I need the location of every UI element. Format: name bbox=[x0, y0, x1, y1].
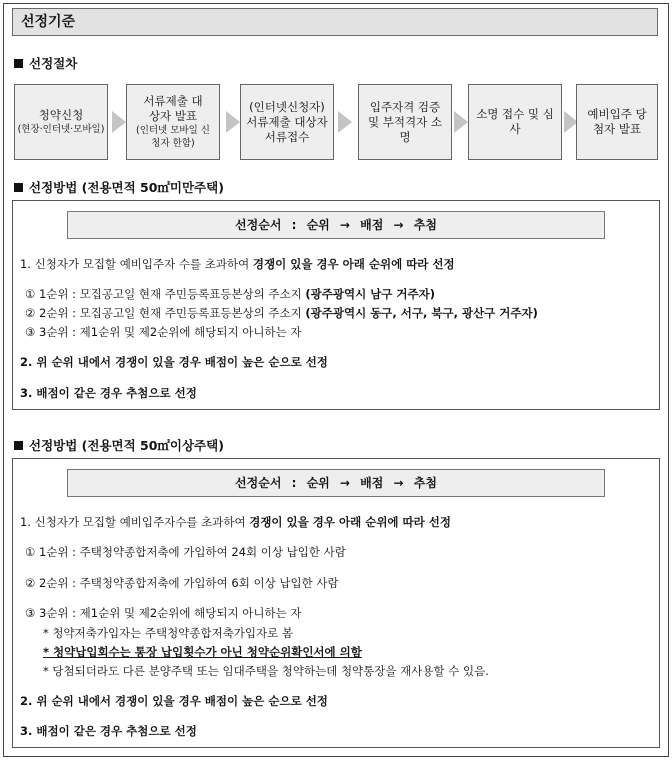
criteria-item-2: 2. 위 순위 내에서 경쟁이 있을 경우 배점이 높은 순으로 선정 bbox=[20, 355, 328, 369]
method-large-heading: 선정방법 (전용면적 50㎡이상주택) bbox=[14, 436, 224, 454]
square-bullet-icon bbox=[14, 441, 23, 450]
selection-order-bar: 선정순서 : 순위 → 배점 → 추첨 bbox=[67, 211, 605, 239]
rank-1: ① 1순위 : 주택청약종합저축에 가입하여 24회 이상 납입한 사람 bbox=[25, 545, 346, 559]
note-1: * 청약저축가입자는 주택청약종합저축가입자로 봄 bbox=[43, 626, 294, 640]
arrow-right-icon bbox=[226, 111, 240, 133]
step-appeal-review: 소명 접수 및 심사 bbox=[468, 84, 562, 160]
note-3: * 당첨되더라도 다른 분양주택 또는 임대주택을 청약하는데 청약통장을 재사용할 수 있음. bbox=[43, 664, 489, 678]
procedure-heading: 선정절차 bbox=[14, 54, 77, 72]
arrow-right-icon bbox=[454, 111, 468, 133]
rank-1: ① 1순위 : 모집공고일 현재 주민등록표등본상의 주소지 (광주광역시 남구 거주자) bbox=[25, 287, 435, 301]
method-small-heading: 선정방법 (전용면적 50㎡미만주택) bbox=[14, 178, 224, 196]
square-bullet-icon bbox=[14, 59, 23, 68]
rank-3: ③ 3순위 : 제1순위 및 제2순위에 해당되지 아니하는 자 bbox=[25, 606, 302, 620]
selection-order-bar: 선정순서 : 순위 → 배점 → 추첨 bbox=[67, 469, 605, 497]
criteria-item-2: 2. 위 순위 내에서 경쟁이 있을 경우 배점이 높은 순으로 선정 bbox=[20, 694, 328, 708]
step-application: 청약신청 (현장·인터넷·모바일) bbox=[14, 84, 108, 160]
procedure-steps bbox=[14, 84, 658, 160]
method-small-box bbox=[12, 200, 660, 410]
criteria-item-1: 1. 신청자가 모집할 예비입주자수를 초과하여 경쟁이 있을 경우 아래 순위에 따라 선정 bbox=[20, 515, 451, 529]
arrow-right-icon bbox=[338, 111, 352, 133]
rank-2: ② 2순위 : 모집공고일 현재 주민등록표등본상의 주소지 (광주광역시 동구, 서구, 북구, 광산구 거주자) bbox=[25, 306, 538, 320]
step-document-announcement: 서류제출 대상자 발표 (인터넷 모바일 신청자 한함) bbox=[126, 84, 220, 160]
step-winner-announcement: 예비입주 당첨자 발표 bbox=[576, 84, 658, 160]
criteria-item-1: 1. 신청자가 모집할 예비입주자 수를 초과하여 경쟁이 있을 경우 아래 순위에 따라 선정 bbox=[20, 257, 455, 271]
arrow-right-icon bbox=[112, 111, 126, 133]
square-bullet-icon bbox=[14, 183, 23, 192]
method-large-box bbox=[12, 458, 660, 748]
rank-3: ③ 3순위 : 제1순위 및 제2순위에 해당되지 아니하는 자 bbox=[25, 325, 302, 339]
step-eligibility-check: 입주자격 검증 및 부적격자 소명 bbox=[358, 84, 452, 160]
step-document-submission: (인터넷신청자) 서류제출 대상자 서류접수 bbox=[240, 84, 334, 160]
rank-2: ② 2순위 : 주택청약종합저축에 가입하여 6회 이상 납입한 사람 bbox=[25, 576, 339, 590]
criteria-item-3: 3. 배점이 같은 경우 추첨으로 선정 bbox=[20, 386, 197, 400]
criteria-item-3: 3. 배점이 같은 경우 추첨으로 선정 bbox=[20, 724, 197, 738]
note-2: * 청약납입회수는 통장 납입횟수가 아닌 청약순위확인서에 의함 bbox=[43, 645, 362, 659]
page-title: 선정기준 bbox=[12, 8, 658, 36]
